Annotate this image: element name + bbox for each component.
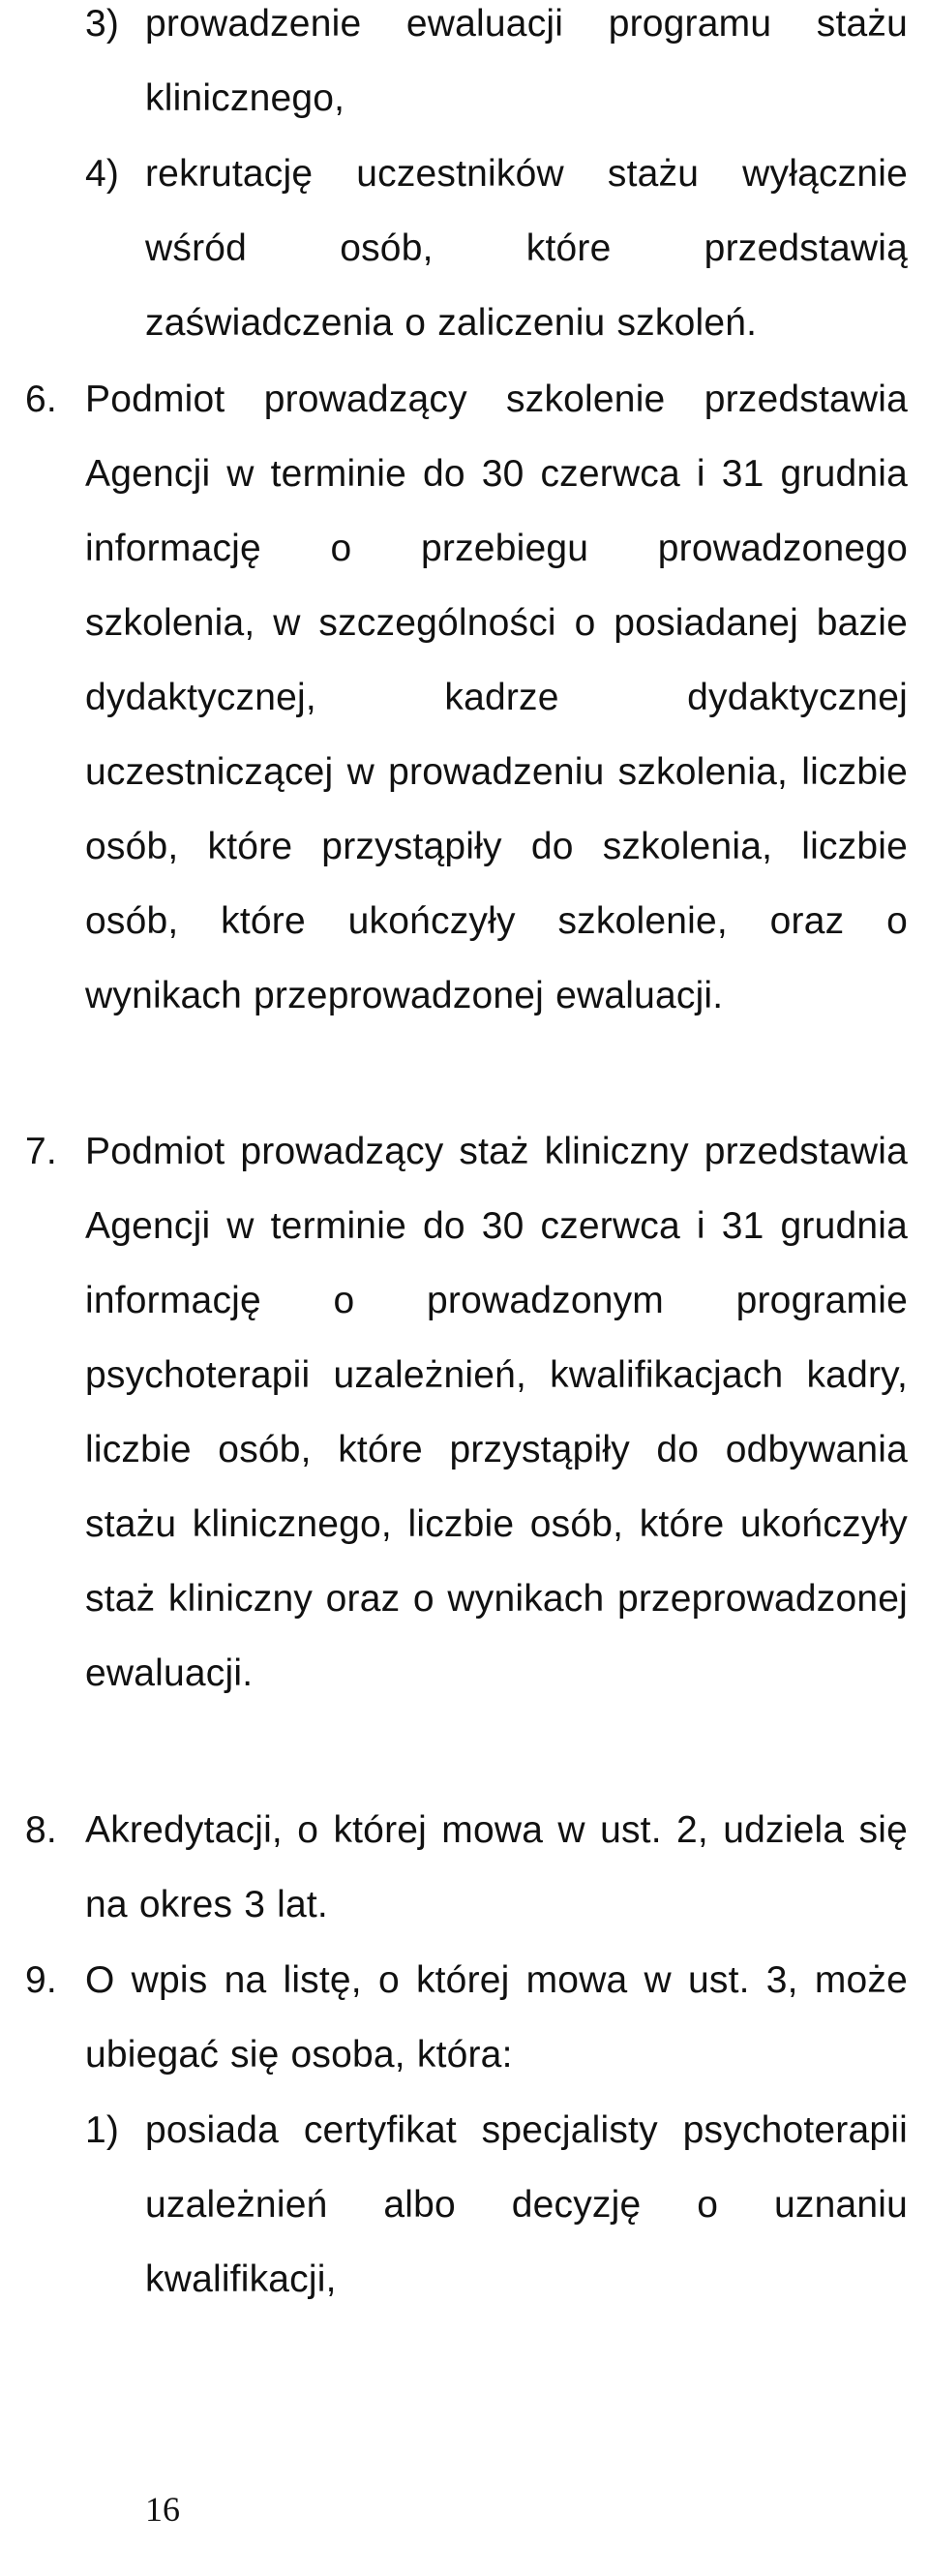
item-number: 4)	[85, 153, 120, 195]
item-number: 1)	[85, 2109, 120, 2151]
item-number: 3)	[85, 3, 120, 45]
paragraph-text: Podmiot prowadzący staż kliniczny przedstawia Agencji w terminie do 30 czerwca i 31 grudnia informację o prowadzonym programie psychoterapii uzależnień, kwalifikacjach kadry, liczbie osób, które przystąpiły do odbywania stażu klinicznego, liczbie osób, które ukończyły staż kliniczny oraz o wynikach przeprowadzonej ewaluacji.	[85, 1131, 908, 1694]
paragraph-number: 6.	[25, 379, 57, 420]
paragraph-7	[25, 1114, 908, 1711]
item-text: rekrutację uczestników stażu wyłącznie wśród osób, które przedstawią zaświadczenia o zaliczeniu szkoleń.	[145, 153, 908, 344]
paragraph-number: 7.	[25, 1131, 57, 1172]
paragraph-9	[25, 1943, 908, 2092]
paragraph-number: 9.	[25, 1959, 57, 2001]
paragraph-number: 8.	[25, 1809, 57, 1851]
page-number: 16	[145, 2490, 180, 2529]
paragraph-8	[25, 1793, 908, 1942]
list-item-1	[85, 2093, 908, 2317]
paragraph-6	[25, 362, 908, 1033]
paragraph-text: Podmiot prowadzący szkolenie przedstawia Agencji w terminie do 30 czerwca i 31 grudnia informację o przebiegu prowadzonego szkolenia, w szczególności o posiadanej bazie dydaktycznej, kadrze dydaktycznej uczestniczącej w prowadzeniu szkolenia, liczbie osób, które przystąpiły do szkolenia, liczbie osób, które ukończyły szkolenie, oraz o wynikach przeprowadzonej ewaluacji.	[85, 379, 908, 1016]
paragraph-text: O wpis na listę, o której mowa w ust. 3, może ubiegać się osoba, która:	[85, 1959, 908, 2076]
item-text: prowadzenie ewaluacji programu stażu klinicznego,	[145, 3, 908, 119]
list-item-4	[85, 136, 908, 360]
item-text: posiada certyfikat specjalisty psychoterapii uzależnień albo decyzję o uznaniu kwalifikacji,	[145, 2109, 908, 2300]
paragraph-text: Akredytacji, o której mowa w ust. 2, udziela się na okres 3 lat.	[85, 1809, 908, 1925]
list-item-3	[85, 0, 908, 136]
